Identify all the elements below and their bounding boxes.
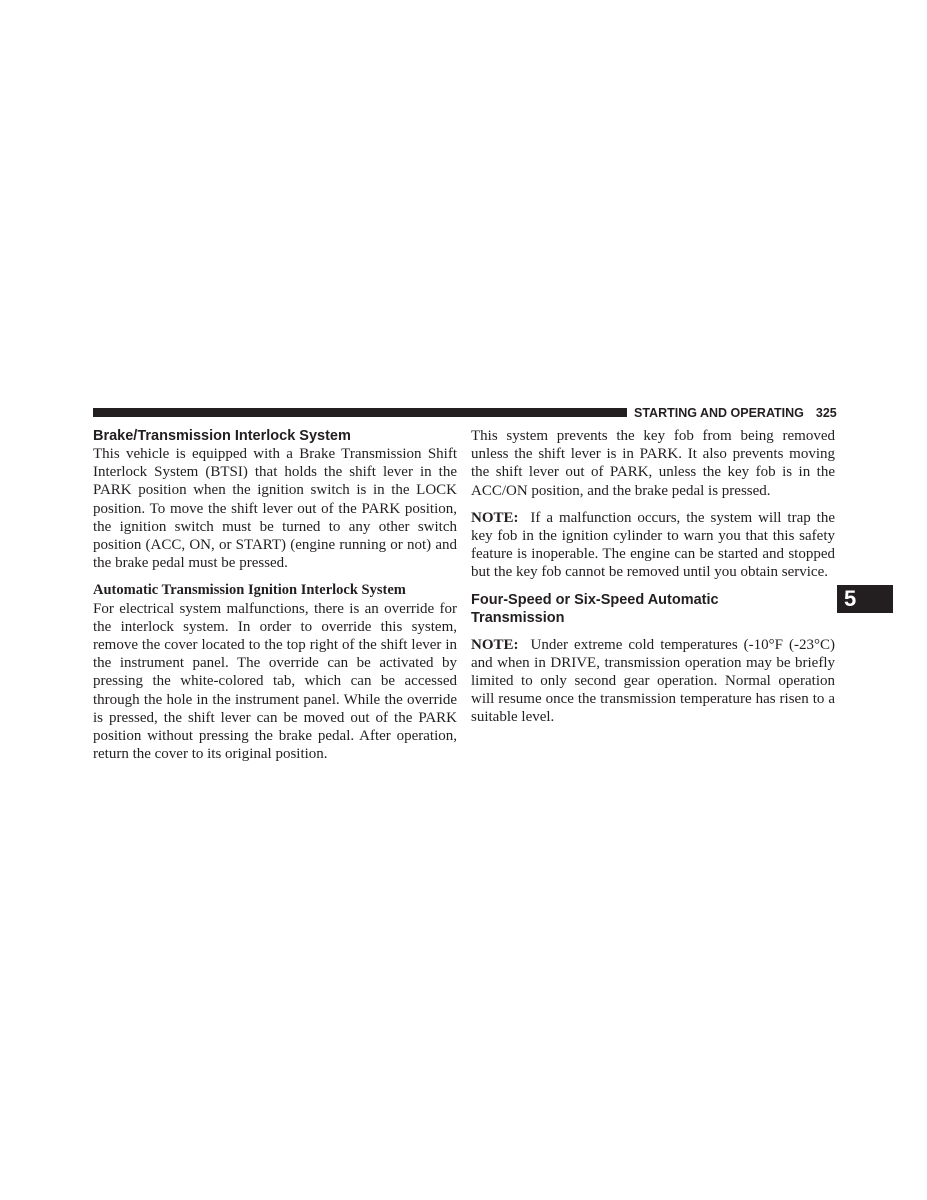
paragraph-btsi: This vehicle is equipped with a Brake Transmission Shift Interlock System (BTSI) that holds the shift lever in the PARK position when the ignition switch is in the LOCK position. To move the shift lever out of the PARK position, the ignition switch must be turned to any other switch position (ACC, ON, or START) (engine running or not) and the brake pedal must be pressed. [93,446,457,572]
page-number: 325 [815,406,837,420]
section-title: STARTING AND OPERATING [634,406,804,420]
running-header [634,405,837,421]
heading-line-2: Transmission [471,609,565,626]
note-malfunction [471,509,835,582]
note-text: If a malfunction occurs, the system will trap the key fob in the ignition cylinder to warn you that this safety feature is inoperable. The engine can be started and stopped but the key fob cannot be removed until you obtain service. [471,509,836,581]
chapter-tab: 5 [837,585,893,613]
paragraph-key-fob: This system prevents the key fob from being removed unless the shift lever is in PARK. It also prevents moving the shift lever out of PARK, unless the key fob is in the ACC/ON position, and the brake pedal is pressed. [471,428,835,499]
note-cold-temperature [471,636,835,727]
paragraph-override: For electrical system malfunctions, there is an override for the interlock system. In order to override this system, remove the cover located to the top right of the shift lever in the instrument panel. The override can be activated by pressing the white-colored tab, which can be accessed through the hole in the instrument panel. While the override is pressed, the shift lever can be moved out of the PARK position without pressing the brake pedal. After operation, return the cover to its original position. [93,600,457,763]
note-label: NOTE: [471,509,519,526]
note-label: NOTE: [471,636,519,653]
left-column [93,427,457,763]
heading-ignition-interlock: Automatic Transmission Ignition Interlock System [93,582,406,599]
heading-line-1: Four-Speed or Six-Speed Automatic [471,591,719,608]
heading-automatic-transmission [471,591,835,627]
right-column [471,427,835,727]
heading-brake-interlock: Brake/Transmission Interlock System [93,428,351,444]
header-rule [93,408,627,417]
note-text: Under extreme cold temperatures (-10°F (-23°C) and when in DRIVE, transmission operation may be briefly limited to only second gear operation. Normal operation will resume once the transmission temperature has risen to a suitable level. [471,636,835,726]
